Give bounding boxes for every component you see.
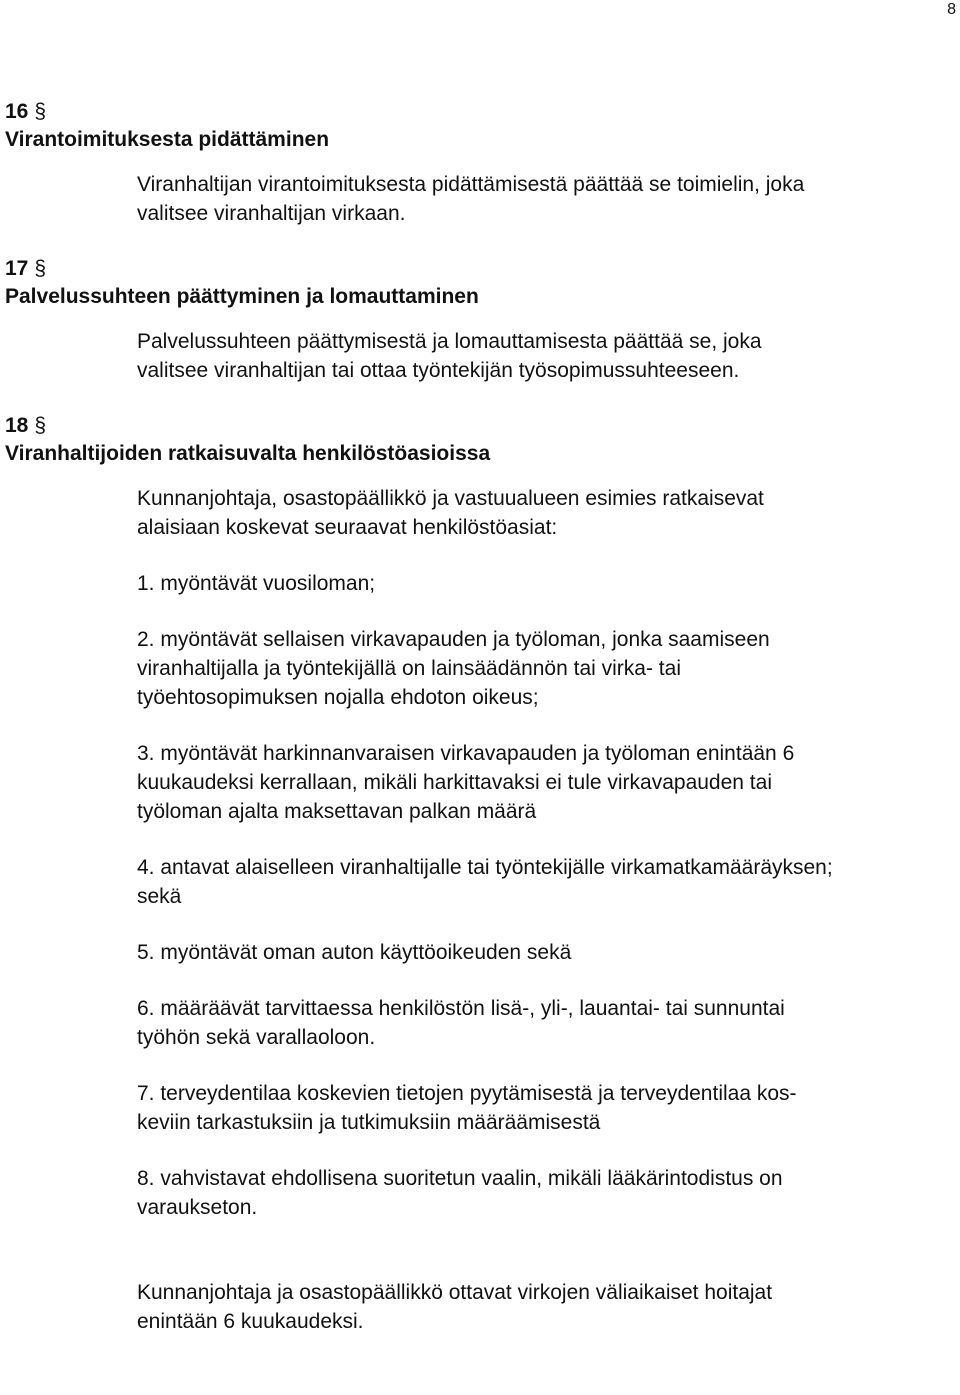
text-line: 7. terveydentilaa koskevien tietojen pyytämisestä ja terveydentilaa kos- [137, 1082, 797, 1105]
list-item-7 [137, 1079, 955, 1137]
text-line: 4. antavat alaiselleen viranhaltijalle tai työntekijälle virkamatkamääräyksen; [137, 856, 833, 879]
section-18 [5, 412, 955, 1336]
page-number: 8 [947, 1, 956, 18]
text-line: 2. myöntävät sellaisen virkavapauden ja työloman, jonka saamiseen [137, 628, 770, 651]
list-item-5 [137, 938, 955, 967]
text-line: Kunnanjohtaja, osastopäällikkö ja vastuualueen esimies ratkaisevat [137, 487, 764, 510]
text-line: alaisiaan koskevat seuraavat henkilöstöasiat: [137, 516, 558, 539]
section-number: 18 [5, 414, 29, 437]
text-line: työhön sekä varallaoloon. [137, 1026, 376, 1049]
text-line: keviin tarkastuksiin ja tutkimuksiin määräämisestä [137, 1111, 601, 1134]
text-line: valitsee viranhaltijan tai ottaa työntekijän työsopimussuhteeseen. [137, 359, 740, 382]
text-line: varaukseton. [137, 1196, 258, 1219]
text-line: 3. myöntävät harkinnanvaraisen virkavapauden ja työloman enintään 6 [137, 742, 795, 765]
intro-paragraph [137, 484, 955, 542]
section-sign-icon: § [34, 100, 47, 123]
paragraph [137, 327, 955, 385]
text-line: valitsee viranhaltijan virkaan. [137, 202, 406, 225]
closing-paragraph [137, 1278, 955, 1336]
list-item-8 [137, 1164, 955, 1222]
text-line: 6. määräävät tarvittaessa henkilöstön lisä-, yli-, lauantai- tai sunnuntai [137, 997, 785, 1020]
section-sign-icon: § [34, 414, 47, 437]
section-heading-number [5, 255, 955, 283]
paragraph [137, 170, 955, 228]
list-item-2 [137, 625, 955, 712]
list-item-1 [137, 569, 955, 598]
text-line: Kunnanjohtaja ja osastopäällikkö ottavat virkojen väliaikaiset hoitajat [137, 1281, 773, 1304]
text-line: työehtosopimuksen nojalla ehdoton oikeus; [137, 686, 539, 709]
text-line: Viranhaltijan virantoimituksesta pidättämisestä päättää se toimielin, joka [137, 173, 805, 196]
document-body [5, 98, 955, 1336]
text-line: sekä [137, 885, 182, 908]
text-line: 5. myöntävät oman auton käyttöoikeuden sekä [137, 941, 572, 964]
list-item-3 [137, 739, 955, 826]
section-16 [5, 98, 955, 228]
section-heading-number [5, 412, 955, 440]
text-line: Palvelussuhteen päättymisestä ja lomauttamisesta päättää se, joka [137, 330, 762, 353]
section-title: Viranhaltijoiden ratkaisuvalta henkilöstöasioissa [5, 442, 491, 465]
section-17 [5, 255, 955, 385]
text-line: työloman ajalta maksettavan palkan määrä [137, 800, 537, 823]
text-line: 8. vahvistavat ehdollisena suoritetun vaalin, mikäli lääkärintodistus on [137, 1167, 783, 1190]
section-sign-icon: § [34, 257, 47, 280]
text-line: 1. myöntävät vuosiloman; [137, 572, 376, 595]
text-line: viranhaltijalla ja työntekijällä on lainsäädännön tai virka- tai [137, 657, 681, 680]
section-title: Virantoimituksesta pidättäminen [5, 128, 330, 151]
text-line: enintään 6 kuukaudeksi. [137, 1310, 364, 1333]
section-number: 17 [5, 257, 29, 280]
text-line: kuukaudeksi kerrallaan, mikäli harkittavaksi ei tule virkavapauden tai [137, 771, 772, 794]
section-title: Palvelussuhteen päättyminen ja lomauttaminen [5, 285, 479, 308]
section-heading-number [5, 98, 955, 126]
list-item-6 [137, 994, 955, 1052]
list-item-4 [137, 853, 955, 911]
section-number: 16 [5, 100, 29, 123]
